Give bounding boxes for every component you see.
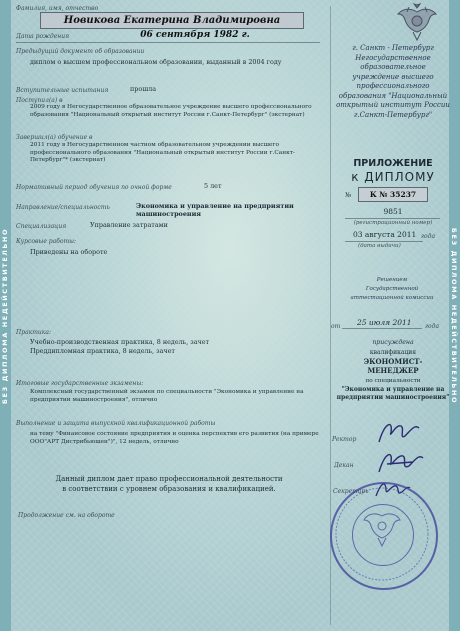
decision-from-label: от	[331, 323, 341, 330]
enrolled-value: 2009 году в Негосударственное образовательное учреждение высшего профессионального образования "Национальный открытый институт России г.Санкт-Петербург" (экстернат)	[30, 104, 312, 118]
continued-note: Продолжение см. на обороте	[18, 512, 115, 519]
qualification-label: квалификация	[369, 349, 417, 356]
qualification-value: ЭКОНОМИСТ-МЕНЕДЖЕР	[363, 357, 423, 375]
decision-date: 25 июля 2011	[357, 318, 412, 327]
coat-of-arms-icon	[395, 2, 439, 42]
number-prefix: №	[345, 191, 352, 199]
header-rule	[16, 42, 320, 43]
issue-year-suffix: года	[421, 233, 436, 240]
name-label: Фамилия, имя, отчество	[16, 5, 99, 12]
rector-signature-icon	[375, 418, 423, 448]
specialty-label: по специальности	[365, 378, 421, 384]
supplement-title: ПРИЛОЖЕНИЕ	[353, 158, 433, 169]
awarded-label: присуждена	[372, 339, 414, 346]
finished-value: 2011 году в Негосударственном частном образовательном учреждении высшего профессионального образования "Национальный открытый институт России г.Санкт-Петербург"* (экстернат)	[30, 142, 295, 163]
full-name: Новикова Екатерина Владимировна	[40, 12, 304, 29]
prev-doc-value: диплом о высшем профессиональном образовании, выданный в 2004 году	[30, 58, 282, 66]
commission-decision: Решением Государственной аттестационной комиссии	[350, 277, 434, 301]
rector-label: Ректор	[332, 436, 357, 443]
practice-label: Практика:	[16, 329, 51, 336]
duration-value: 5 лет	[204, 182, 222, 190]
exams-value: Комплексный государственный экзамен по специальности "Экономика и управление на предприятии машиностроения", отлично	[30, 389, 304, 403]
issue-date: 03 августа 2011	[353, 230, 417, 239]
registration-label: (регистрационный номер)	[353, 220, 433, 226]
rights-line-2: в соответствии с уровнем образования и квалификацией.	[62, 485, 276, 493]
entrance-value: прошла	[130, 85, 157, 93]
specialization-value: Управление затратами	[90, 221, 168, 229]
dean-label: Декан	[334, 462, 354, 469]
reg-rule	[345, 218, 440, 219]
supplement-number: К № 35237	[358, 187, 428, 202]
decision-rule	[342, 328, 422, 329]
left-edge-text: БЕЗ ДИПЛОМА НЕДЕЙСТВИТЕЛЬНО	[1, 227, 10, 404]
decision-year-suffix: года	[425, 323, 440, 330]
coursework-label: Курсовые работы:	[16, 238, 77, 245]
birth-date: 06 сентября 1982 г.	[140, 29, 250, 40]
supplement-subtitle: к ДИПЛОМУ	[351, 170, 435, 184]
institution-name: г. Санкт - Петербург Негосударственное образовательное учреждение высшего профессионального образования "Национальный открытый институт России г.Санкт-Петербург"	[336, 44, 450, 119]
dean-signature-icon	[373, 446, 425, 476]
birth-date-label: Дата рождения	[16, 33, 70, 40]
exams-label: Итоговые государственные экзамены:	[16, 380, 144, 387]
coursework-value: Приведены на обороте	[30, 248, 108, 256]
right-edge-text: БЕЗ ДИПЛОМА НЕДЕЙСТВИТЕЛЬНО	[450, 227, 459, 404]
issue-date-label: (дата выдачи)	[358, 243, 401, 249]
enrolled-label: Поступил(а) в	[16, 97, 63, 104]
registration-number: 9851	[383, 207, 403, 216]
practice-item-1: Учебно-производственная практика, 8 недель, зачет	[30, 338, 210, 346]
entrance-label: Вступительные испытания	[16, 87, 109, 94]
direction-value: Экономика и управление на предприятии машиностроения	[136, 202, 294, 218]
rights-text	[16, 474, 322, 494]
direction-label: Направление/специальность	[16, 204, 110, 211]
finished-label: Завершил(а) обучение в	[16, 134, 93, 141]
duration-label: Нормативный период обучения по очной форме	[16, 184, 172, 191]
prev-doc-label: Предыдущий документ об образовании	[16, 48, 145, 55]
official-seal-icon	[330, 482, 438, 590]
secretary-label: Секретарь	[333, 488, 369, 495]
issue-rule	[345, 241, 423, 242]
thesis-label: Выполнение и защита выпускной квалификационной работы	[16, 420, 216, 427]
practice-item-2: Преддипломная практика, 8 недель, зачет	[30, 347, 175, 355]
thesis-value: на тему "Финансовое состояние предприятия и оценка перспектив его развития (на примере ООО"АРТ Дистрибьюшен")", 12 недель, отлично	[30, 431, 319, 445]
seal-inner-ring	[352, 504, 414, 566]
specialty-value: "Экономика и управление на предприятии машиностроения"	[336, 386, 450, 401]
specialization-label: Специализация	[16, 223, 67, 230]
rights-line-1: Данный диплом дает право профессиональной деятельности	[55, 475, 283, 483]
